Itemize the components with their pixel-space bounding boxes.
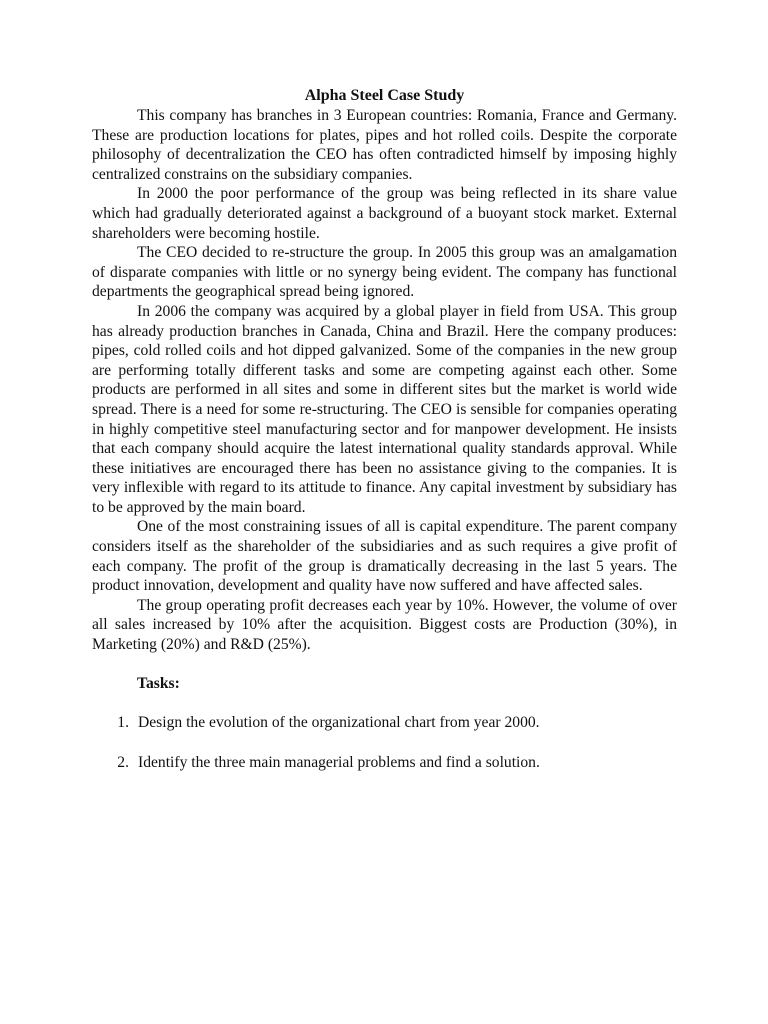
task-list	[92, 713, 677, 772]
document-title: Alpha Steel Case Study	[304, 87, 465, 104]
task-text: Design the evolution of the organizational chart from year 2000.	[138, 714, 540, 732]
paragraph-branches: This company has branches in 3 European countries: Romania, France and Germany. These are production locations for plates, pipes and hot rolled coils. Despite the corporate philosophy of decentralization the CEO has often contradicted himself by imposing highly centralized constrains on the subsidiary companies.	[92, 107, 677, 183]
paragraph-capital-expenditure: One of the most constraining issues of all is capital expenditure. The parent company considers itself as the shareholder of the subsidiaries and as such requires a give profit of each company. The profit of the group is dramatically decreasing in the last 5 years. The product innovation, development and quality have now suffered and have affected sales.	[92, 518, 677, 595]
task-text: Identify the three main managerial problems and find a solution.	[138, 753, 540, 771]
tasks-heading: Tasks:	[137, 674, 180, 692]
task-item-2	[92, 753, 677, 773]
paragraph-operating-profit: The group operating profit decreases each year by 10%. However, the volume of over all sales increased by 10% after the acquisition. Biggest costs are Production (30%), in Marketing (20%) and R&D (25%).	[92, 596, 677, 654]
task-item-1	[92, 713, 677, 733]
document-page	[92, 86, 677, 792]
paragraph-performance-2000: In 2000 the poor performance of the group was being reflected in its share value which had gradually deteriorated against a background of a buoyant stock market. External shareholders were becoming hostile.	[92, 185, 677, 242]
task-number: 2.	[117, 753, 129, 771]
paragraph-acquisition-2006: In 2006 the company was acquired by a global player in field from USA. This group has already production branches in Canada, China and Brazil. Here the company produces: pipes, cold rolled coils and hot dipped galvanized. Some of the companies in the new group are performing totally different tasks and some are competing against each other. Some products are performed in all sites and some in different sites but the market is world wide spread. There is a need for some re-structuring. The CEO is sensible for companies operating in highly competitive steel manufacturing sector and for manpower development. He insists that each company should acquire the latest international quality standards approval. While these initiatives are encouraged there has been no assistance giving to the companies. It is very inflexible with regard to its attitude to finance. Any capital investment by subsidiary has to be approved by the main board.	[92, 302, 677, 516]
task-number: 1.	[117, 714, 129, 732]
paragraph-restructure-2005: The CEO decided to re-structure the group. In 2005 this group was an amalgamation of disparate companies with little or no synergy being evident. The company has functional departments the geographical spread being ignored.	[92, 244, 677, 301]
